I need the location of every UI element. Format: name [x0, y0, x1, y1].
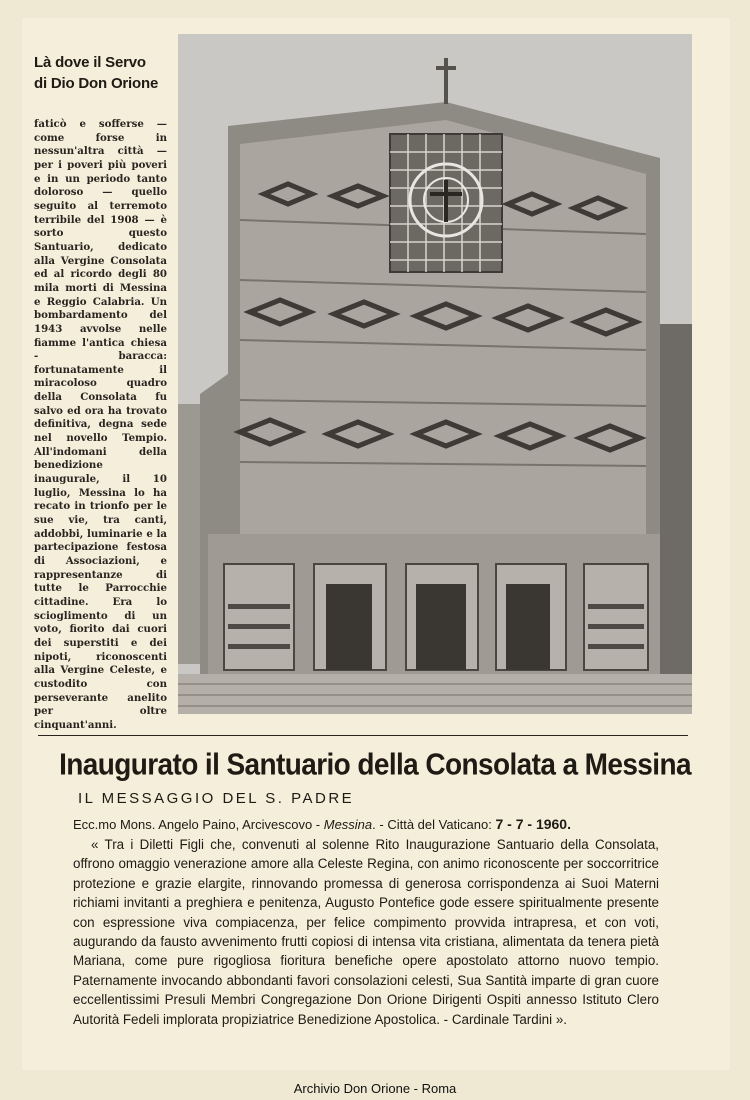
dateline-sender: Ecc.mo Mons. Angelo Paino, Arcivescovo - — [73, 817, 324, 832]
church-photo — [178, 34, 692, 714]
side-heading-line-2: di Dio Don Orione — [34, 75, 159, 92]
side-heading — [34, 52, 169, 94]
dateline-place: Messina — [323, 817, 373, 832]
article-headline: Inaugurato il Santuario della Consolata a Messina — [59, 747, 691, 782]
dateline-date: 7 - 7 - 1960. — [495, 816, 571, 832]
church-facade-illustration — [178, 34, 692, 714]
side-heading-line-1: Là dove il Servo — [34, 54, 146, 71]
article-body: « Tra i Diletti Figli che, convenuti al solenne Rito Inaugurazione Santuario della Consolata, offrono omaggio venerazione amore alla Celeste Regina, con animo riconoscente per soccorritrice protezione e grazie elargite, rinnovando promessa di generosa corrispondenza ai Suoi Materni richiami invitanti a preghiera e penitenza, Augusto Pontefice gode essere spiritualmente presente con espressione viva compiacenza, per felice compimento provvida intrapresa, et con voti, augurando da fausto avvenimento frutti copiosi di intensa vita cristiana, alimentata da tenera pietà Mariana, come pure rigogliosa fioritura benefiche opere apostolato attorno nuovo tempio. Paternamente invocando abbondanti favori consolazioni celesti, Sua Santità imparte di gran cuore eccellentissimi Presuli Membri Congregazione Don Orione Dirigenti Ospiti annesso Istituto Clero Autorità Fedeli implorata propiziatrice Benedizione Apostolica. - Cardinale Tardini ». — [73, 837, 659, 1027]
article-dateline — [73, 815, 663, 834]
archive-footer: Archivio Don Orione - Roma — [293, 1081, 457, 1096]
side-caption-text: faticò e sofferse — come forse in nessun'altra città — per i poveri più poveri e in un periodo tanto doloroso — quello seguito al terremoto terribile del 1908 — è sorto questo Santuario, dedicato alla Vergine Consolata ed al ricordo degli 80 mila morti di Messina e Reggio Calabria. Un bombardamento del 1943 avvolse nelle fiamme l'antica chiesa - baracca: fortunatamente il miracoloso quadro della Consolata fu salvo ed ora ha trovato definitiva, degna sede nel novello Tempio. All'indomani della benedizione inaugurale, il 10 luglio, Messina lo ha recato in trionfo per le sue vie, tra canti, addobbi, luminarie e la partecipazione festosa di Associazioni, e rappresentanze di tutte le Parrocchie cittadine. Era lo scioglimento di un voto, fiorito dai cuori dei superstiti e dei nipoti, riconoscenti alla Vergine Celeste, e custodito con perseverante anelito per oltre cinquant'anni. — [34, 118, 167, 731]
dateline-origin: . - Città del Vaticano: — [372, 817, 496, 832]
article-subheadline: IL MESSAGGIO DEL S. PADRE — [78, 790, 355, 807]
section-divider — [38, 735, 688, 736]
